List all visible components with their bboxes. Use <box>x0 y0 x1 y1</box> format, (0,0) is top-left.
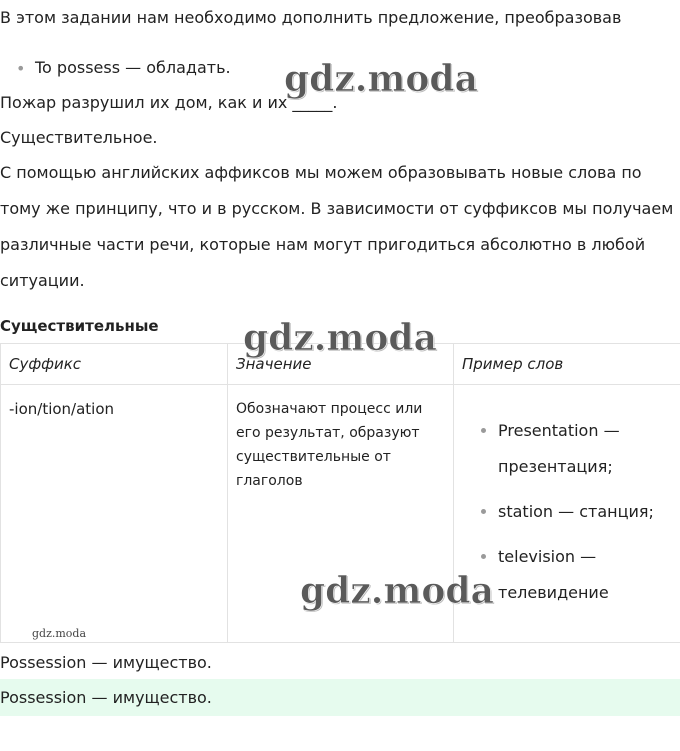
watermark: gdz.moda <box>243 317 437 359</box>
cell-suffix: -ion/tion/ation <box>1 385 228 643</box>
part-of-speech: Существительное. <box>0 128 158 147</box>
list-item: • station — станция; <box>498 494 672 530</box>
list-item: • Presentation — презентация; <box>498 413 672 485</box>
header-meaning: Значение <box>228 344 454 385</box>
watermark: gdz.moda <box>284 58 478 100</box>
list-item: • television — телевидение <box>498 539 672 611</box>
answer-highlight-text: Possession — имущество. <box>0 688 212 707</box>
intro-text: В этом задании нам необходимо дополнить предложение, преобразовав <box>0 8 622 27</box>
explanation-line-4: ситуации. <box>0 271 85 290</box>
explanation-line-2: тому же принципу, что и в русском. В зависимости от суффиксов мы получаем <box>0 199 674 218</box>
cell-meaning: Обозначают процесс или его результат, образуют существительные от глаголов <box>228 385 454 643</box>
answer-line: Possession — имущество. <box>0 653 212 672</box>
watermark: gdz.moda <box>300 570 494 612</box>
explanation-line-3: различные части речи, которые нам могут пригодиться абсолютно в любой <box>0 235 646 254</box>
header-examples: Пример слов <box>454 344 680 385</box>
task-sentence: Пожар разрушил их дом, как и их _____. <box>0 93 338 112</box>
watermark-small: gdz.moda <box>32 627 87 640</box>
list-bullet: • <box>16 59 26 78</box>
vocabulary-item: To possess — обладать. <box>35 58 231 77</box>
explanation-line-1: С помощью английских аффиксов мы можем образовывать новые слова по <box>0 163 642 182</box>
header-suffix: Суффикс <box>1 344 228 385</box>
table-heading: Существительные <box>0 317 159 335</box>
